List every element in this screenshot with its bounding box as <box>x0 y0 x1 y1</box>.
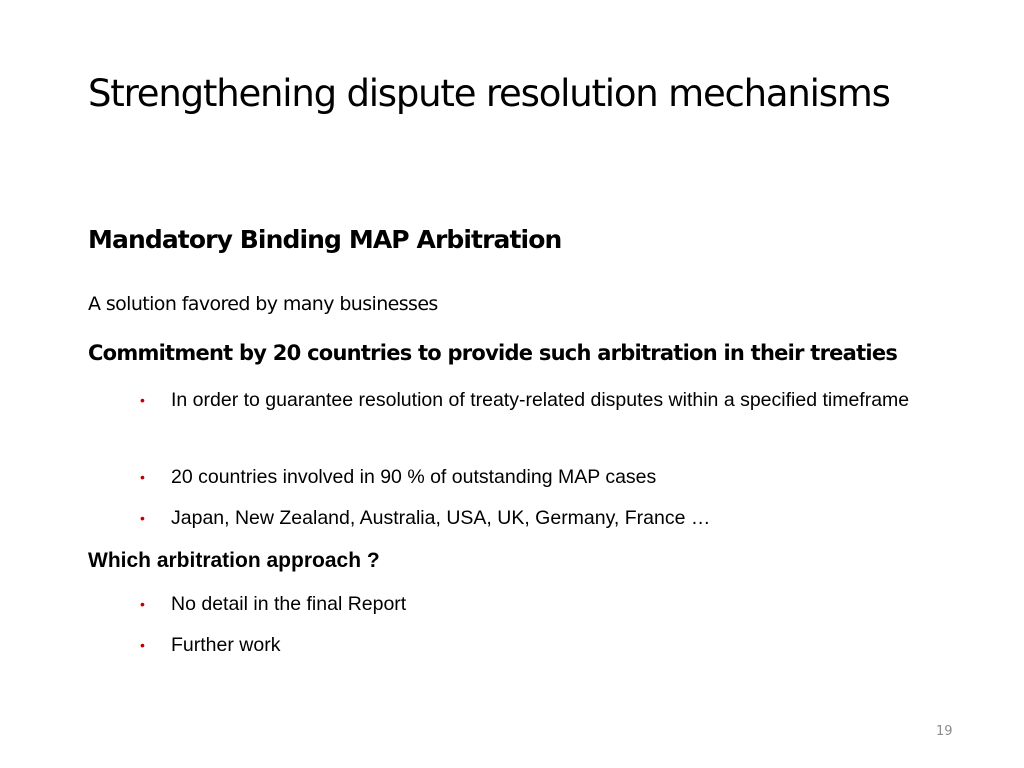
list-item <box>140 586 941 622</box>
list-item-text: No detail in the final Report <box>171 593 407 615</box>
bullet-marker: • <box>140 596 145 612</box>
commitment-heading: Commitment by 20 countries to provide such arbitration in their treaties <box>88 341 898 365</box>
list-item <box>140 627 941 663</box>
intro-text: A solution favored by many businesses <box>88 293 438 315</box>
section-heading: Mandatory Binding MAP Arbitration <box>88 225 562 254</box>
bullet-marker: • <box>140 510 145 526</box>
list-item <box>140 459 941 495</box>
list-item <box>140 500 941 536</box>
bullet-marker: • <box>140 637 145 653</box>
approach-heading: Which arbitration approach ? <box>88 549 380 572</box>
list-item-text: 20 countries involved in 90 % of outstanding MAP cases <box>171 466 657 488</box>
list-item-text: Japan, New Zealand, Australia, USA, UK, Germany, France … <box>171 507 711 529</box>
list-item-text: Further work <box>171 634 281 656</box>
list-item <box>140 382 941 418</box>
bullet-marker: • <box>140 469 145 485</box>
page-number: 19 <box>936 724 953 739</box>
list-item-text: In order to guarantee resolution of treaty-related disputes within a specified timeframe <box>171 389 910 411</box>
bullet-marker: • <box>140 392 145 408</box>
slide-title: Strengthening dispute resolution mechanisms <box>88 72 890 115</box>
